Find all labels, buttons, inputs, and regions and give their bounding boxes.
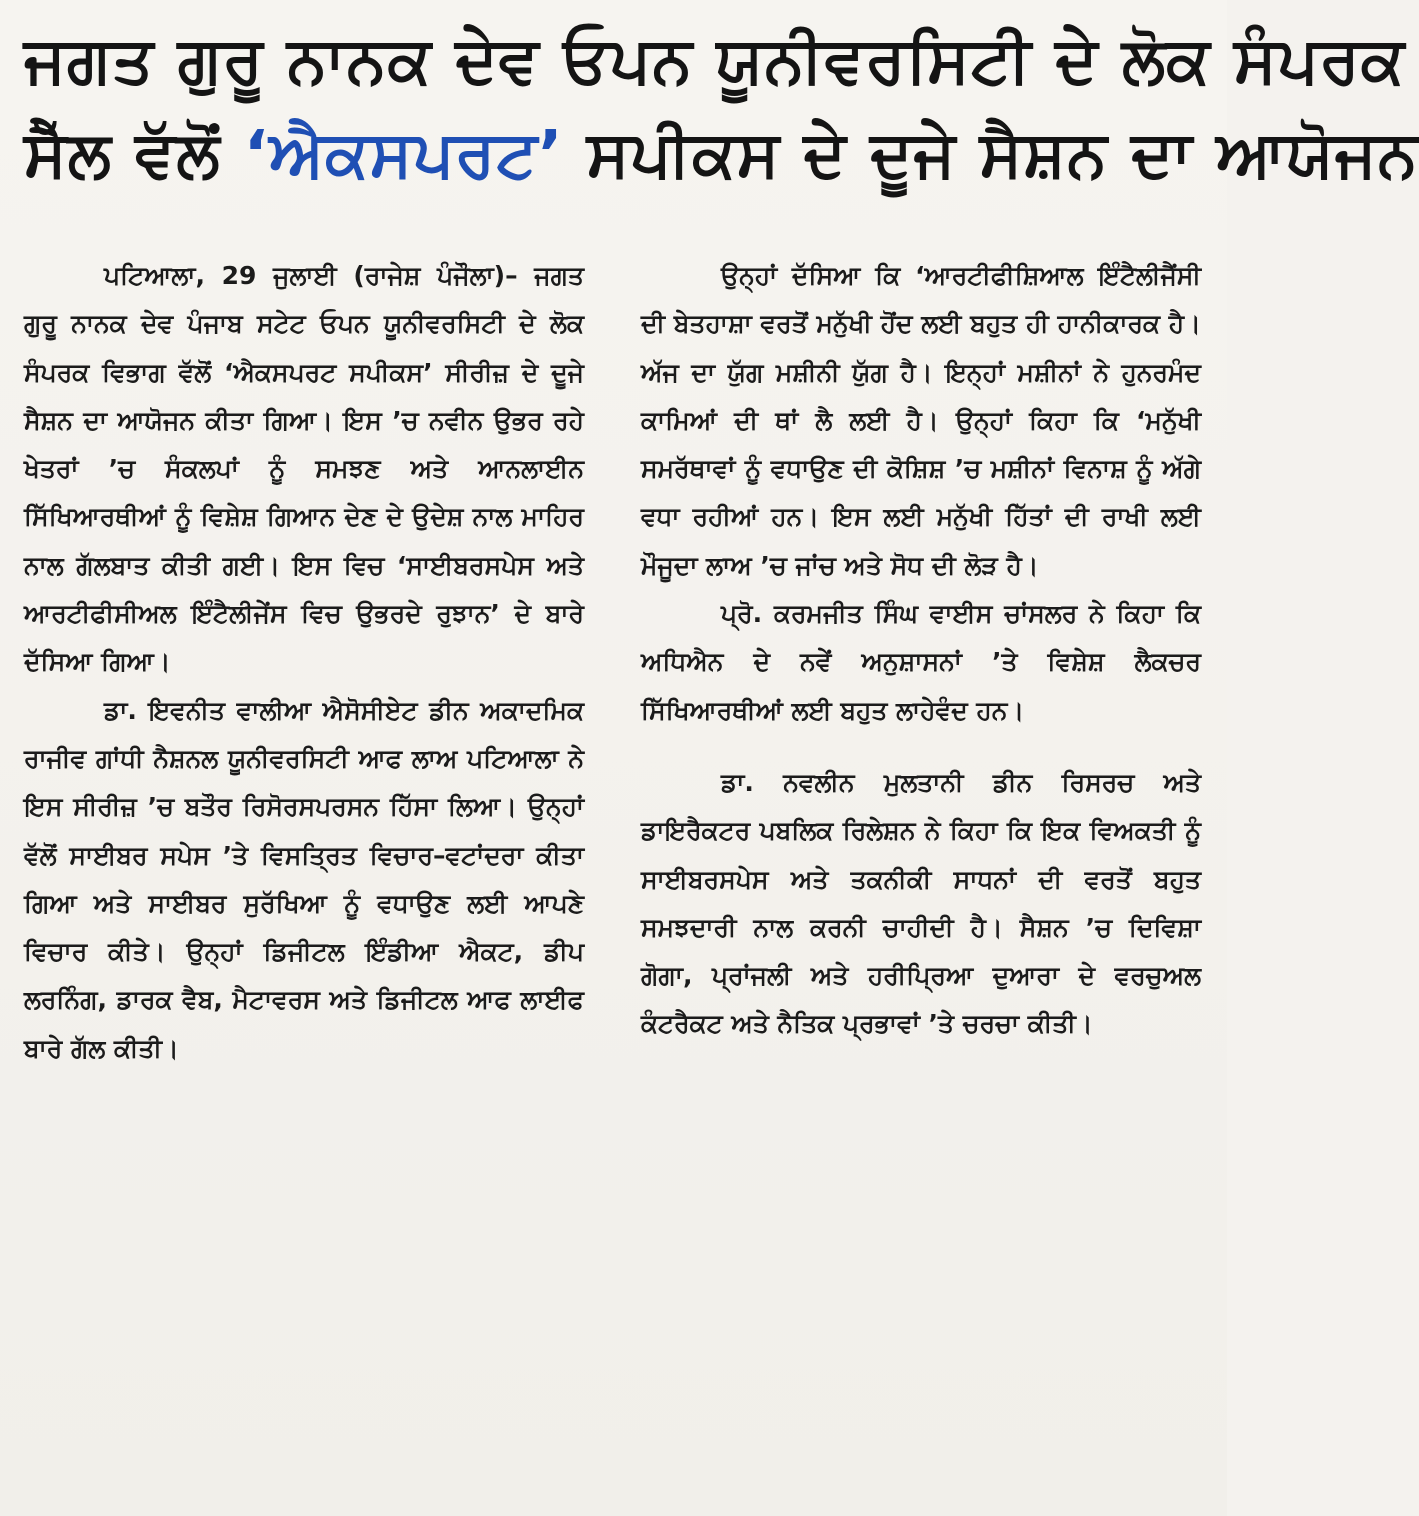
paragraph-dateline: ਪਟਿਆਲਾ, 29 ਜੁਲਾਈ (ਰਾਜੇਸ਼ ਪੰਜੌਲਾ)– ਜਗਤ ਗੁਰੂ ਨਾਨਕ ਦੇਵ ਪੰਜਾਬ ਸਟੇਟ ਓਪਨ ਯੂਨੀਵਰਸਿਟੀ ਦੇ ਲੋਕ ਸੰਪਰਕ ਵਿਭਾਗ ਵੱਲੋਂ ‘ਐਕਸਪਰਟ ਸਪੀਕਸ’ ਸੀਰੀਜ਼ ਦੇ ਦੂਜੇ ਸੈਸ਼ਨ ਦਾ ਆਯੋਜਨ ਕੀਤਾ ਗਿਆ। ਇਸ ’ਚ ਨਵੀਨ ਉਭਰ ਰਹੇ ਖੇਤਰਾਂ ’ਚ ਸੰਕਲਪਾਂ ਨੂੰ ਸਮਝਣ ਅਤੇ ਆਨਲਾਈਨ ਸਿੱਖਿਆਰਥੀਆਂ ਨੂੰ ਵਿਸ਼ੇਸ਼ ਗਿਆਨ ਦੇਣ ਦੇ ਉਦੇਸ਼ ਨਾਲ ਮਾਹਿਰ ਨਾਲ ਗੱਲਬਾਤ ਕੀਤੀ ਗਈ। ਇਸ ਵਿਚ ‘ਸਾਈਬਰਸਪੇਸ ਅਤੇ ਆਰਟੀਫੀਸੀਅਲ ਇੰਟੈਲੀਜੇਂਸ ਵਿਚ ਉਭਰਦੇ ਰੁਝਾਨ’ ਦੇ ਬਾਰੇ ਦੱਸਿਆ ਗਿਆ।: [24, 261, 584, 677]
headline-line-2: [24, 108, 1419, 202]
headline-line-2-start: ਸੈੱਲ ਵੱਲੋਂ: [24, 118, 244, 192]
headline-line-1: ਜਗਤ ਗੁਰੂ ਨਾਨਕ ਦੇਵ ਓਪਨ ਯੂਨੀਵਰਸਿਟੀ ਦੇ ਲੋਕ ਸੰਪਰਕ: [24, 24, 1406, 98]
article-headline: [24, 14, 1419, 202]
paragraph-vice-chancellor: ਪ੍ਰੋ. ਕਰਮਜੀਤ ਸਿੰਘ ਵਾਈਸ ਚਾਂਸਲਰ ਨੇ ਕਿਹਾ ਕਿ ਅਧਿਐਨ ਦੇ ਨਵੇਂ ਅਨੁਸ਼ਾਸਨਾਂ ’ਤੇ ਵਿਸ਼ੇਸ਼ ਲੈਕਚਰ ਸਿੱਖਿਆਰਥੀਆਂ ਲਈ ਬਹੁਤ ਲਾਹੇਵੰਦ ਹਨ।: [641, 599, 1201, 725]
right-column: [641, 252, 1201, 1073]
paragraph-dean-research: ਡਾ. ਨਵਲੀਨ ਮੁਲਤਾਨੀ ਡੀਨ ਰਿਸਰਚ ਅਤੇ ਡਾਇਰੈਕਟਰ ਪਬਲਿਕ ਰਿਲੇਸ਼ਨ ਨੇ ਕਿਹਾ ਕਿ ਇਕ ਵਿਅਕਤੀ ਨੂੰ ਸਾਈਬਰਸਪੇਸ ਅਤੇ ਤਕਨੀਕੀ ਸਾਧਨਾਂ ਦੀ ਵਰਤੋਂ ਬਹੁਤ ਸਮਝਦਾਰੀ ਨਾਲ ਕਰਨੀ ਚਾਹੀਦੀ ਹੈ। ਸੈਸ਼ਨ ’ਚ ਦਿਵਿਸ਼ਾ ਗੋਗਾ, ਪ੍ਰਾਂਜਲੀ ਅਤੇ ਹਰੀਪ੍ਰਿਆ ਦੁਆਰਾ ਦੇ ਵਰਚੁਅਲ ਕੰਟਰੈਕਟ ਅਤੇ ਨੈਤਿਕ ਪ੍ਰਭਾਵਾਂ ’ਤੇ ਚਰਚਾ ਕੀਤੀ।: [641, 767, 1201, 1039]
headline-line-2-end: ਸਪੀਕਸ ਦੇ ਦੂਜੇ ਸੈਸ਼ਨ ਦਾ ਆਯੋਜਨ: [563, 118, 1419, 192]
headline-highlight: ‘ਐਕਸਪਰਟ’: [243, 118, 564, 192]
paragraph-ai-remarks: ਉਨ੍ਹਾਂ ਦੱਸਿਆ ਕਿ ‘ਆਰਟੀਫੀਸ਼ਿਆਲ ਇੰਟੈਲੀਜੈਂਸੀ ਦੀ ਬੇਤਹਾਸ਼ਾ ਵਰਤੋਂ ਮਨੁੱਖੀ ਹੋਂਦ ਲਈ ਬਹੁਤ ਹੀ ਹਾਨੀਕਾਰਕ ਹੈ। ਅੱਜ ਦਾ ਯੁੱਗ ਮਸ਼ੀਨੀ ਯੁੱਗ ਹੈ। ਇਨ੍ਹਾਂ ਮਸ਼ੀਨਾਂ ਨੇ ਹੁਨਰਮੰਦ ਕਾਮਿਆਂ ਦੀ ਥਾਂ ਲੈ ਲਈ ਹੈ। ਉਨ੍ਹਾਂ ਕਿਹਾ ਕਿ ‘ਮਨੁੱਖੀ ਸਮਰੱਥਾਵਾਂ ਨੂੰ ਵਧਾਉਣ ਦੀ ਕੋਸ਼ਿਸ਼ ’ਚ ਮਸ਼ੀਨਾਂ ਵਿਨਾਸ਼ ਨੂੰ ਅੱਗੇ ਵਧਾ ਰਹੀਆਂ ਹਨ। ਇਸ ਲਈ ਮਨੁੱਖੀ ਹਿੱਤਾਂ ਦੀ ਰਾਖੀ ਲਈ ਮੌਜੂਦਾ ਲਾਅ ’ਚ ਜਾਂਚ ਅਤੇ ਸੋਧ ਦੀ ਲੋੜ ਹੈ।: [641, 261, 1201, 580]
article-body: [24, 252, 1201, 1073]
paragraph-resource-person: ਡਾ. ਇਵਨੀਤ ਵਾਲੀਆ ਐਸੋਸੀਏਟ ਡੀਨ ਅਕਾਦਮਿਕ ਰਾਜੀਵ ਗਾਂਧੀ ਨੈਸ਼ਨਲ ਯੂਨੀਵਰਸਿਟੀ ਆਫ ਲਾਅ ਪਟਿਆਲਾ ਨੇ ਇਸ ਸੀਰੀਜ਼ ’ਚ ਬਤੌਰ ਰਿਸੋਰਸਪਰਸਨ ਹਿੱਸਾ ਲਿਆ। ਉਨ੍ਹਾਂ ਵੱਲੋਂ ਸਾਈਬਰ ਸਪੇਸ ’ਤੇ ਵਿਸਤ੍ਰਿਤ ਵਿਚਾਰ–ਵਟਾਂਦਰਾ ਕੀਤਾ ਗਿਆ ਅਤੇ ਸਾਈਬਰ ਸੁਰੱਖਿਆ ਨੂੰ ਵਧਾਉਣ ਲਈ ਆਪਣੇ ਵਿਚਾਰ ਕੀਤੇ। ਉਨ੍ਹਾਂ ਡਿਜੀਟਲ ਇੰਡੀਆ ਐਕਟ, ਡੀਪ ਲਰਨਿੰਗ, ਡਾਰਕ ਵੈਬ, ਮੈਟਾਵਰਸ ਅਤੇ ਡਿਜੀਟਲ ਆਫ ਲਾਈਫ ਬਾਰੇ ਗੱਲ ਕੀਤੀ।: [24, 695, 584, 1063]
left-column: [24, 252, 584, 1073]
